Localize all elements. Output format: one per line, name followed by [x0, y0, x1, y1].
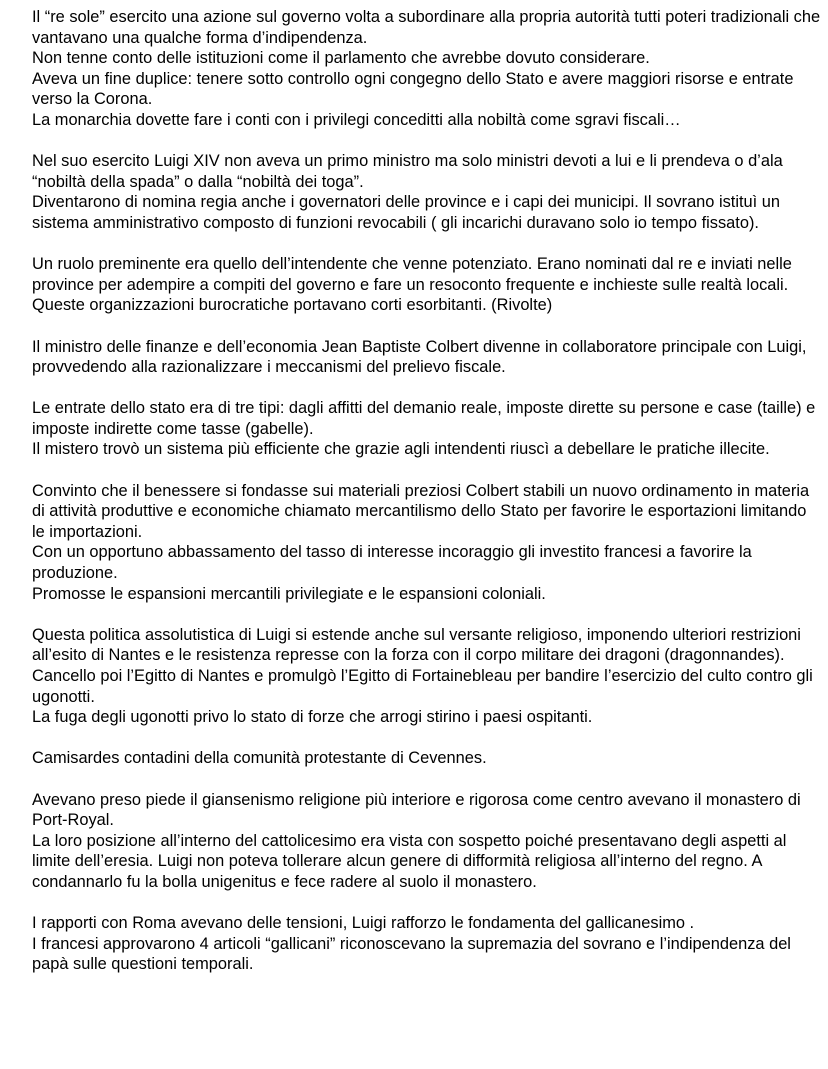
text-line: Questa politica assolutistica di Luigi si estende anche sul versante religioso, imponendo ulteriori restrizioni all’esito di Nantes e le resistenza represse con la forza con il corpo militare dei dragoni (dragonnandes). Cancello poi l’Egitto di Nantes e promulgò l’Egitto di Fortainebleau per bandire l’esercizio del culto contro gli ugonotti. — [32, 625, 818, 706]
text-line: Queste organizzazioni burocratiche portavano corti esorbitanti. (Rivolte) — [32, 296, 553, 315]
paragraph-intendente — [32, 254, 822, 316]
text-line: La monarchia dovette fare i conti con i privilegi conceditti alla nobiltà come sgravi fiscali… — [32, 110, 681, 129]
text-line: Non tenne conto delle istituzioni come il parlamento che avrebbe dovuto considerare. — [32, 49, 650, 68]
text-line: Nel suo esercito Luigi XIV non aveva un primo ministro ma solo ministri devoti a lui e li prendeva o d’ala “nobiltà della spada” o dalla “nobiltà dei toga”. — [32, 152, 788, 191]
paragraph-giansenismo — [32, 790, 822, 893]
paragraph-ministri — [32, 151, 822, 233]
paragraph-gallicanesimo — [32, 913, 822, 975]
text-line: Convinto che il benessere si fondasse sui materiali preziosi Colbert stabili un nuovo ordinamento in materia di attività produttive e economiche chiamato mercantilismo dello Stato per favorire le esportazioni limitando le importazioni. — [32, 481, 814, 541]
text-line: Con un opportuno abbassamento del tasso di interesse incoraggio gli investito francesi a favorire la produzione. — [32, 543, 757, 583]
text-line: La fuga degli ugonotti privo lo stato di forze che arrogi stirino i paesi ospitanti. — [32, 708, 593, 727]
text-line: Il mistero trovò un sistema più efficiente che grazie agli intendenti riuscì a debellare le pratiche illecite. — [32, 440, 770, 459]
document-page — [32, 7, 825, 996]
paragraph-camisardes — [32, 748, 822, 769]
paragraph-colbert — [32, 337, 822, 378]
text-line: Promosse le espansioni mercantili privilegiate e le espansioni coloniali. — [32, 584, 546, 603]
text-line: Camisardes contadini della comunità protestante di Cevennes. — [32, 749, 487, 768]
text-line: Avevano preso piede il giansenismo religione più interiore e rigorosa come centro avevano il monastero di Port-Royal. — [32, 790, 806, 830]
text-line: Diventarono di nomina regia anche i governatori delle province e i capi dei municipi. Il sovrano istituì un sistema amministrativo composto di funzioni revocabili ( gli incarichi duravano solo io tempo fissato). — [32, 193, 785, 232]
text-line: Le entrate dello stato era di tre tipi: dagli affitti del demanio reale, imposte dirette su persone e case (taille) e imposte indirette come tasse (gabelle). — [32, 399, 820, 438]
text-line: Un ruolo preminente era quello dell’intendente che venne potenziato. Erano nominati dal re e inviati nelle province per adempire a compiti del governo e fare un resoconto frequente e inchieste sulle realtà locali. — [32, 255, 797, 294]
paragraph-religione — [32, 625, 822, 728]
paragraph-mercantilismo — [32, 481, 822, 605]
text-line: Il “re sole” esercito una azione sul governo volta a subordinare alla propria autorità tutti poteri tradizionali che vantavano una qualche forma d’indipendenza. — [32, 8, 825, 47]
paragraph-re-sole — [32, 7, 825, 131]
text-line: La loro posizione all’interno del cattolicesimo era vista con sospetto poiché presentavano degli aspetti al limite dell’eresia. Luigi non poteva tollerare alcun genere di difformità religiosa all’interno del regno. A condannarlo fu la bolla unigenitus e fece radere al suolo il monastero. — [32, 831, 791, 891]
text-line: Il ministro delle finanze e dell’economia Jean Baptiste Colbert divenne in collaboratore principale con Luigi, provvedendo alla razionalizzare i meccanismi del prelievo fiscale. — [32, 337, 812, 377]
paragraph-entrate — [32, 398, 822, 460]
text-line: Aveva un fine duplice: tenere sotto controllo ogni congegno dello Stato e avere maggiori risorse e entrate verso la Corona. — [32, 69, 798, 109]
text-line: I francesi approvarono 4 articoli “gallicani” riconoscevano la supremazia del sovrano e l’indipendenza del papà sulle questioni temporali. — [32, 934, 796, 974]
text-line: I rapporti con Roma avevano delle tensioni, Luigi rafforzo le fondamenta del gallicanesimo . — [32, 914, 695, 933]
